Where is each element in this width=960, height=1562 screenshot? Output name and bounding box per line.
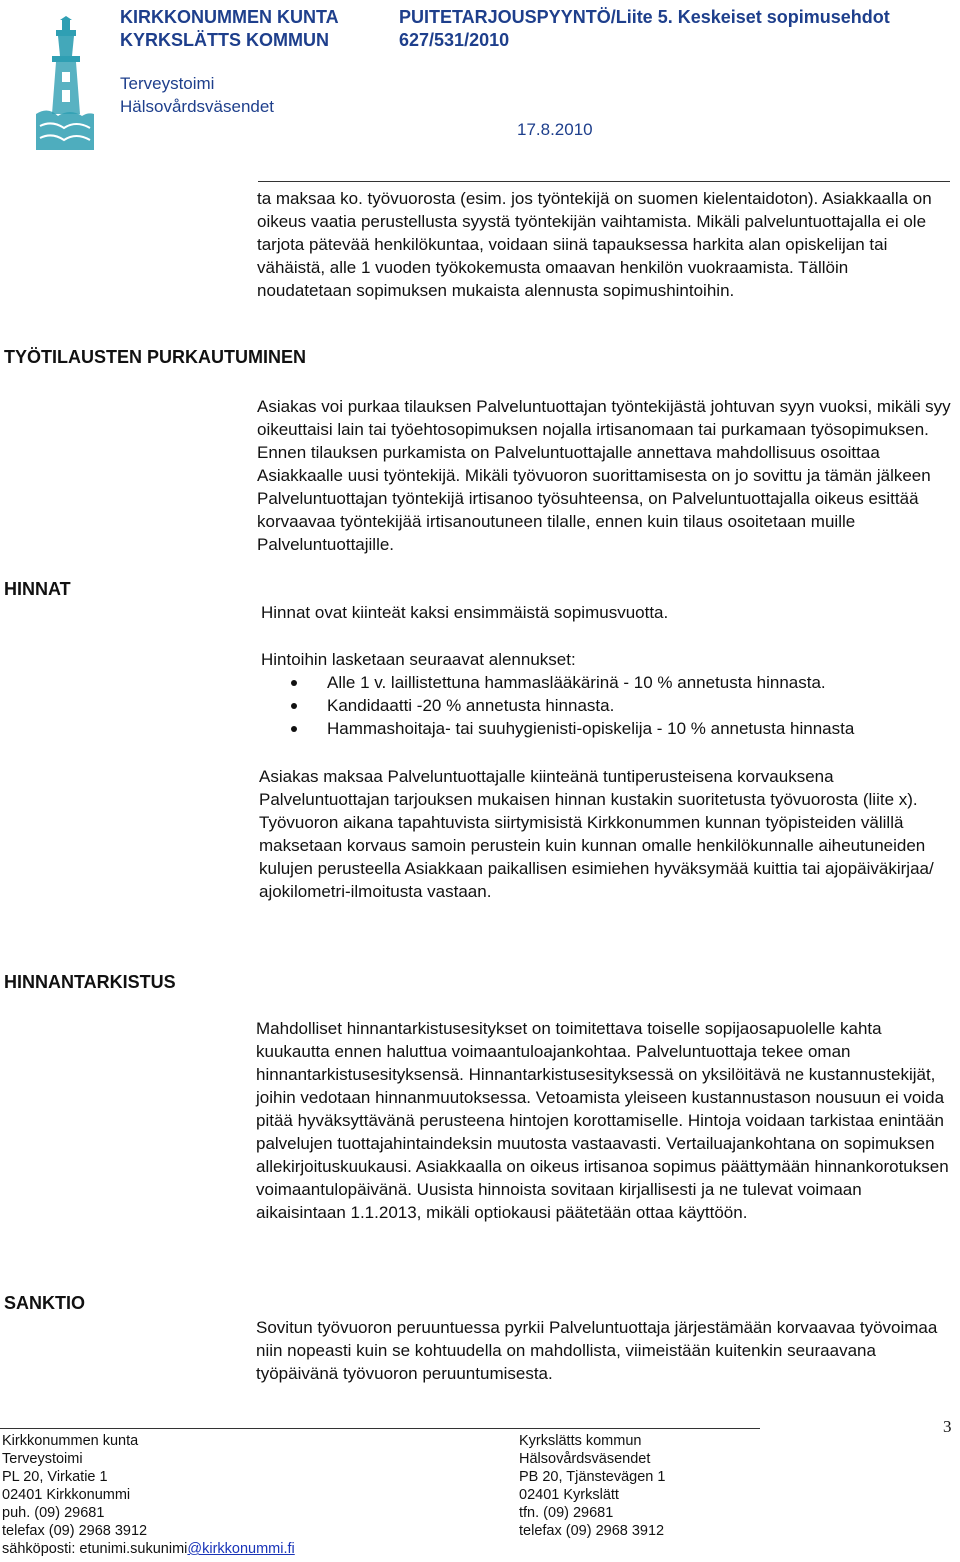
header-document-title: PUITETARJOUSPYYNTÖ/Liite 5. Keskeiset sopimusehdot: [399, 7, 890, 27]
municipality-logo: [36, 16, 94, 150]
footer-line: tfn. (09) 29681: [519, 1505, 614, 1521]
header-date: 17.8.2010: [517, 120, 593, 139]
footer-line: telefax (09) 2968 3912: [519, 1523, 665, 1539]
lighthouse-logo-icon: [36, 16, 94, 150]
footer-email-line: [2, 1540, 295, 1558]
hinnantarkistus-text: Mahdolliset hinnantarkistusesitykset on toimitettava toiselle sopijaosapuolelle kahta kuukautta ennen haluttua voimaantuloajankohtaa. Palveluntuottaja tekee oman hinnantarkistusesityksensä. Hinnantarkistusesityksessä on yksilöitävä ne kustannustekijät, joihin vedotaan hinnanmuutoksessa. Vetoamista yleiseen kustannustason nousuun ei voida pitää hyväksyttävänä perusteena hintojen korottamiselle. Hintoja voidaan tarkistaa enintään palvelujen tuottajahintaindeksin muutosta vastaavasti. Vertailuajankohtana on sopimuksen allekirjoituskuukausi. Asiakkaalla on oikeus irtisanoa sopimus päättymään hinnankorotuksen voimaantulopäivänä. Uusista hinnoista sovitaan kirjallisesti ja ne tulevat voimaan aikaisintaan 1.1.2013, mikäli optiokausi päätetään ottaa käyttöön.: [256, 1019, 949, 1222]
section-heading-hinnat: HINNAT: [4, 579, 71, 599]
footer-email-link[interactable]: @kirkkonummi.fi: [187, 1541, 295, 1557]
footer-email-prefix: sähköposti: etunimi.sukunimi: [2, 1541, 188, 1557]
hinnat-paragraph-3: [259, 765, 951, 903]
discount-list: [261, 671, 951, 740]
purkautuminen-paragraph: [257, 395, 951, 556]
bullet-icon: [291, 703, 297, 709]
intro-text: ta maksaa ko. työvuorosta (esim. jos työntekijä on suomen kielentaidoton). Asiakkaalla on oikeus vaatia perustellusta syystä työntekijän vaihtamista. Mikäli palveluntuottajalla ei ole tarjota pätevää henkilökuntaa, voidaan siinä tapauksessa harkita alan opiskelijan tai vähäistä, alle 1 vuoden työkokemusta omaavan henkilön vuokraamista. Tällöin noudatetaan sopimuksen mukaista alennusta sopimushintoihin.: [257, 189, 932, 300]
intro-paragraph: [257, 187, 943, 302]
list-item: [261, 717, 951, 740]
hinnat-paragraph-2: [261, 648, 951, 671]
sanktio-paragraph: [256, 1316, 954, 1385]
footer-line: Hälsovårdsväsendet: [519, 1451, 651, 1467]
list-item: [261, 671, 951, 694]
footer-line: PL 20, Virkatie 1: [2, 1469, 108, 1485]
hinnat-fixed-prices-text: Hinnat ovat kiinteät kaksi ensimmäistä sopimusvuotta.: [261, 603, 669, 622]
purkautuminen-text: Asiakas voi purkaa tilauksen Palveluntuottajan työntekijästä johtuvan syyn vuoksi, mikäli syy oikeuttaisi lain tai työehtosopimuksen nojalla irtisanomaan tai purkamaan työsopimuksen. Ennen tilauksen purkamista on Palveluntuottajalle annettava mahdollisuus osoittaa Asiakkaalle uusi työntekijä. Mikäli työvuoron suorittamisesta on jo sovittu ja tämän jälkeen Palveluntuottajan työntekijä irtisanoo työsuhteensa, on Palveluntuottajalla oikeus esittää korvaavaa työntekijää irtisanoutuneen tilalle, ennen kuin tilaus osoitetaan muille Palveluntuottajille.: [257, 397, 951, 554]
sanktio-text: Sovitun työvuoron peruuntuessa pyrkii Palveluntuottaja järjestämään korvaavaa työvoimaa niin nopeasti kuin se kohtuudella on mahdollista, viimeistään kuitenkin seuraavana työpäivänä työvuoron peruuntumisesta.: [256, 1318, 938, 1383]
header-unit-sv: Hälsovårdsväsendet: [120, 97, 275, 116]
footer-line: puh. (09) 29681: [2, 1505, 105, 1521]
section-heading-hinnantarkistus: HINNANTARKISTUS: [4, 972, 176, 992]
list-item: [261, 694, 951, 717]
list-item-text: Hammashoitaja- tai suuhygienisti-opiskelija - 10 % annetusta hinnasta: [327, 719, 855, 738]
footer-line: 02401 Kirkkonummi: [2, 1487, 131, 1503]
footer-address-fi: [2, 1432, 295, 1558]
hinnat-discounts-intro: Hintoihin lasketaan seuraavat alennukset:: [261, 650, 576, 669]
hinnat-travel-text: Työvuoron aikana tapahtuvista siirtymisistä Kirkkonummen kunnan työpisteiden välillä maksetaan korvaus samoin perustein kuin kunnan omalle henkilökunnalle aiheutuneiden kulujen perusteella Asiakkaan paikallisen esimiehen hyväksymää kuittia tai ajopäiväkirjaa/ ajokilometri-ilmoitusta vastaan.: [259, 813, 934, 901]
header-municipality-fi: KIRKKONUMMEN KUNTA: [120, 7, 339, 27]
hinnat-paragraph-1: [261, 601, 951, 624]
footer-line: Kirkkonummen kunta: [2, 1433, 139, 1449]
bullet-icon: [291, 726, 297, 732]
footer-address-sv: [519, 1432, 665, 1540]
section-heading-sanktio: SANKTIO: [4, 1293, 85, 1313]
footer-line: 02401 Kyrkslätt: [519, 1487, 619, 1503]
footer-line: telefax (09) 2968 3912: [2, 1523, 148, 1539]
section-heading-purkautuminen: TYÖTILAUSTEN PURKAUTUMINEN: [4, 347, 306, 367]
page-number: 3: [943, 1417, 952, 1436]
header-municipality-sv: KYRKSLÄTTS KOMMUN: [120, 30, 329, 50]
hinnat-compensation-text: Asiakas maksaa Palveluntuottajalle kiinteänä tuntiperusteisena korvauksena Palveluntuottajan tarjouksen mukaisen hinnan kustakin suoritetusta työvuorosta (liite x).: [259, 767, 918, 809]
header-unit-fi: Terveystoimi: [120, 74, 215, 93]
header-divider: [258, 181, 950, 182]
footer-line: Terveystoimi: [2, 1451, 83, 1467]
list-item-text: Kandidaatti -20 % annetusta hinnasta.: [327, 696, 615, 715]
header-document-number: 627/531/2010: [399, 30, 510, 50]
bullet-icon: [291, 680, 297, 686]
list-item-text: Alle 1 v. laillistettuna hammaslääkärinä - 10 % annetusta hinnasta.: [327, 673, 826, 692]
footer-line: PB 20, Tjänstevägen 1: [519, 1469, 666, 1485]
footer-line: Kyrkslätts kommun: [519, 1433, 642, 1449]
footer-divider: [0, 1428, 760, 1429]
hinnantarkistus-paragraph: [256, 1017, 954, 1224]
